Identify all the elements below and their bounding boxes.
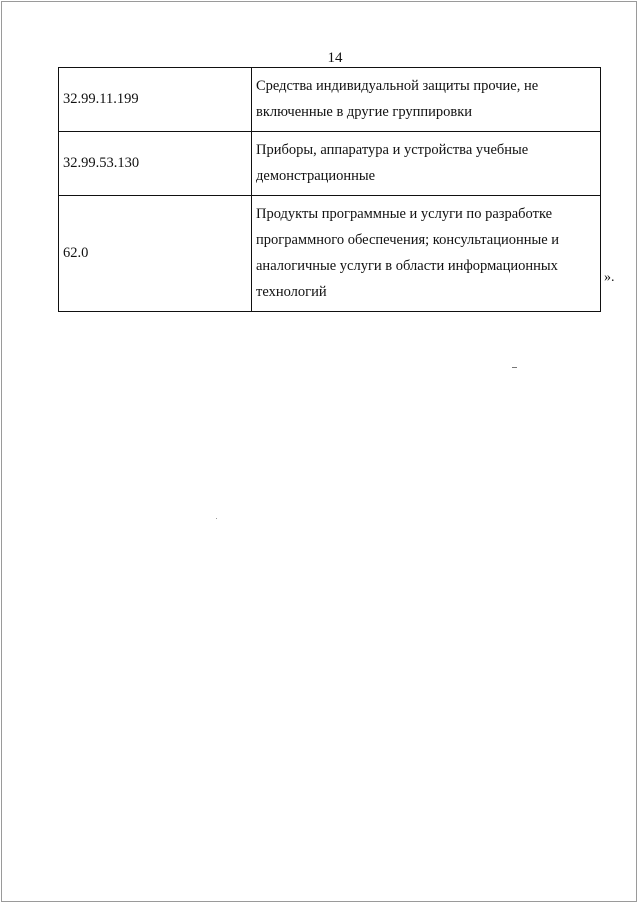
table-row <box>59 132 601 196</box>
description-cell: Средства индивидуальной защиты прочие, не включенные в другие группировки <box>252 68 601 132</box>
classification-table <box>58 67 601 312</box>
code-cell: 32.99.53.130 <box>59 132 252 196</box>
table-row <box>59 196 601 312</box>
description-cell: Продукты программные и услуги по разработке программного обеспечения; консультационные и аналогичные услуги в области информационных технологий <box>252 196 601 312</box>
description-cell: Приборы, аппаратура и устройства учебные демонстрационные <box>252 132 601 196</box>
table-row <box>59 68 601 132</box>
page-number: 14 <box>327 50 343 66</box>
code-cell: 62.0 <box>59 196 252 312</box>
scan-speck <box>216 518 217 519</box>
closing-quote: ». <box>604 270 615 285</box>
code-cell: 32.99.11.199 <box>59 68 252 132</box>
scan-speck <box>512 367 517 368</box>
